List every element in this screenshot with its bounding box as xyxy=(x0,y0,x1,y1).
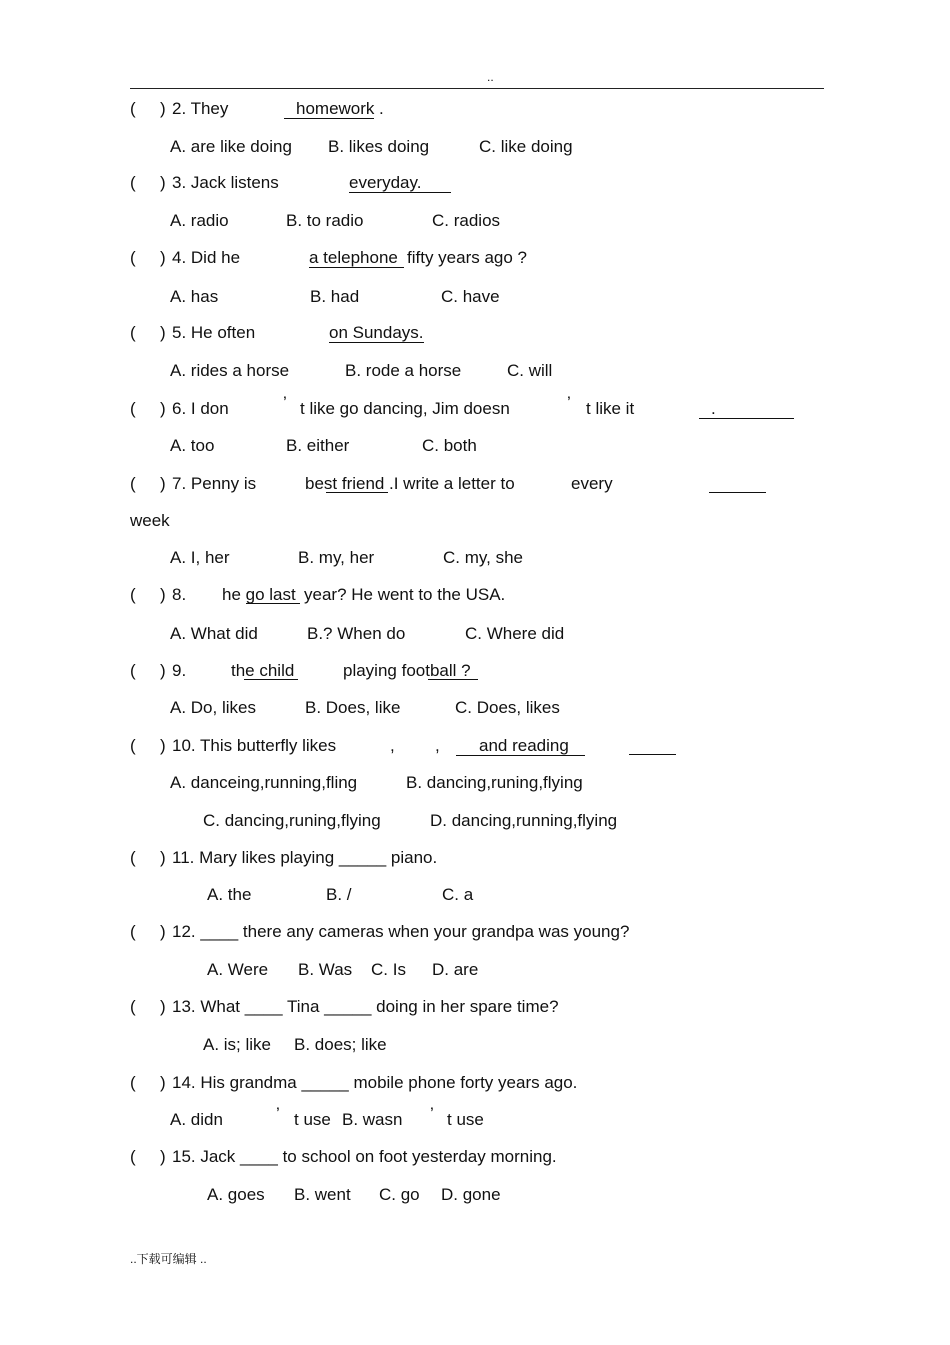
option-b: B. either xyxy=(286,436,350,455)
option-a: A. What did xyxy=(170,624,258,643)
question-stem: 9. xyxy=(172,661,187,680)
stem-blank-text: best friend xyxy=(305,474,385,493)
question-stem: playing football ? xyxy=(343,661,471,680)
option-a: A. the xyxy=(207,885,252,904)
answer-paren-open: ( xyxy=(130,1147,136,1166)
answer-paren-close: ) xyxy=(160,736,166,755)
option-c: C. like doing xyxy=(479,137,573,156)
comma: , xyxy=(435,736,440,755)
stem-blank-text: the child xyxy=(231,661,295,680)
answer-paren-open: ( xyxy=(130,399,136,418)
answer-paren-open: ( xyxy=(130,1073,136,1092)
question-stem: . xyxy=(379,99,384,118)
stem-blank-text: homework xyxy=(284,99,374,119)
answer-paren-close: ) xyxy=(160,997,166,1016)
option-a: A. is; like xyxy=(203,1035,272,1054)
option-a: A. goes xyxy=(207,1185,265,1204)
answer-underline xyxy=(244,679,298,680)
option-b: B. / xyxy=(326,885,352,904)
header-dots: .. xyxy=(487,70,494,84)
question-stem: 11. Mary likes playing _____ piano. xyxy=(172,848,438,867)
option-a: A. danceing,running,fling xyxy=(170,773,358,792)
option-a: A. too xyxy=(170,436,215,455)
stem-blank-text: he go last xyxy=(222,585,296,604)
comma: , xyxy=(390,736,395,755)
option-a: A. Do, likes xyxy=(170,698,256,717)
answer-paren-open: ( xyxy=(130,997,136,1016)
option-c: C. dancing,runing,flying xyxy=(203,811,381,830)
question-stem: t like go dancing, Jim doesn xyxy=(300,399,510,418)
option-d: D. gone xyxy=(441,1185,501,1204)
answer-underline xyxy=(326,492,388,493)
option-b: B. my, her xyxy=(298,548,375,567)
apostrophe: ’ xyxy=(430,1104,434,1123)
answer-underline xyxy=(246,603,300,604)
option-c: C. both xyxy=(422,436,477,455)
question-stem: 12. ____ there any cameras when your grandpa was young? xyxy=(172,922,630,941)
option-b-rest: t use xyxy=(447,1110,484,1129)
answer-paren-close: ) xyxy=(160,323,166,342)
question-stem: every xyxy=(571,474,613,493)
apostrophe: ’ xyxy=(276,1104,280,1123)
question-stem: 15. Jack ____ to school on foot yesterday morning. xyxy=(172,1147,557,1166)
question-stem: fifty years ago ? xyxy=(407,248,528,267)
option-c: C. radios xyxy=(432,211,501,230)
answer-paren-close: ) xyxy=(160,922,166,941)
question-stem: 6. I don xyxy=(172,399,229,418)
option-c: C. have xyxy=(441,287,500,306)
option-a: A. has xyxy=(170,287,219,306)
option-a: A. rides a horse xyxy=(170,361,290,380)
answer-paren-close: ) xyxy=(160,1073,166,1092)
question-stem: week xyxy=(130,511,170,530)
option-b: B. likes doing xyxy=(328,137,430,156)
answer-paren-close: ) xyxy=(160,248,166,267)
answer-paren-open: ( xyxy=(130,99,136,118)
answer-underline xyxy=(428,679,478,680)
answer-paren-close: ) xyxy=(160,585,166,604)
question-stem: 2. They xyxy=(172,99,229,118)
stem-blank-text: and reading xyxy=(456,736,585,756)
stem-blank-text: a telephone xyxy=(309,248,404,268)
answer-paren-close: ) xyxy=(160,99,166,118)
stem-blank-text: everyday. xyxy=(349,173,451,193)
question-stem: .I write a letter to xyxy=(389,474,515,493)
answer-paren-open: ( xyxy=(130,585,136,604)
apostrophe: ’ xyxy=(567,393,571,412)
answer-paren-close: ) xyxy=(160,474,166,493)
answer-paren-close: ) xyxy=(160,1147,166,1166)
option-d: D. dancing,running,flying xyxy=(430,811,618,830)
answer-paren-close: ) xyxy=(160,661,166,680)
option-c: C. will xyxy=(507,361,553,380)
question-stem: 10. This butterfly likes xyxy=(172,736,337,755)
option-d: D. are xyxy=(432,960,479,979)
answer-paren-open: ( xyxy=(130,474,136,493)
question-stem: t like it xyxy=(586,399,635,418)
question-stem: 7. Penny is xyxy=(172,474,257,493)
question-stem: 8. xyxy=(172,585,187,604)
answer-paren-open: ( xyxy=(130,848,136,867)
option-c: C. go xyxy=(379,1185,420,1204)
answer-paren-close: ) xyxy=(160,173,166,192)
apostrophe: ’ xyxy=(283,393,287,412)
option-b: B.? When do xyxy=(307,624,406,643)
option-b: B. rode a horse xyxy=(345,361,462,380)
option-a: A. Were xyxy=(207,960,269,979)
question-stem: 4. Did he xyxy=(172,248,241,267)
option-c: C. Where did xyxy=(465,624,565,643)
question-stem: year? He went to the USA. xyxy=(304,585,506,604)
answer-paren-open: ( xyxy=(130,736,136,755)
stem-blank-text: on Sundays. xyxy=(329,323,424,342)
answer-paren-open: ( xyxy=(130,248,136,267)
header-rule xyxy=(130,88,824,89)
option-b: B. does; like xyxy=(294,1035,387,1054)
answer-paren-close: ) xyxy=(160,848,166,867)
option-b: B. wasn xyxy=(342,1110,403,1129)
option-c: C. Does, likes xyxy=(455,698,560,717)
option-a: A. are like doing xyxy=(170,137,292,156)
answer-paren-open: ( xyxy=(130,661,136,680)
stem-blank-text: . xyxy=(699,399,794,419)
option-a: A. didn xyxy=(170,1110,223,1129)
answer-paren-open: ( xyxy=(130,922,136,941)
option-b: B. went xyxy=(294,1185,351,1204)
option-c: C. my, she xyxy=(443,548,523,567)
answer-blank xyxy=(709,492,766,493)
option-a: A. I, her xyxy=(170,548,230,567)
option-a: A. radio xyxy=(170,211,229,230)
option-b: B. Does, like xyxy=(305,698,401,717)
footer-text: ..下载可编辑 .. xyxy=(130,1252,207,1266)
option-c: C. a xyxy=(442,885,474,904)
question-stem: 5. He often xyxy=(172,323,256,342)
option-a-rest: t use xyxy=(294,1110,331,1129)
answer-paren-open: ( xyxy=(130,173,136,192)
question-stem: 3. Jack listens xyxy=(172,173,279,192)
option-b: B. to radio xyxy=(286,211,364,230)
question-stem: 14. His grandma _____ mobile phone forty years ago. xyxy=(172,1073,578,1092)
answer-paren-open: ( xyxy=(130,323,136,342)
answer-paren-close: ) xyxy=(160,399,166,418)
option-b: B. had xyxy=(310,287,360,306)
option-b: B. dancing,runing,flying xyxy=(406,773,583,792)
option-c: C. Is xyxy=(371,960,406,979)
answer-blank xyxy=(629,754,676,755)
question-stem: 13. What ____ Tina _____ doing in her spare time? xyxy=(172,997,559,1016)
option-b: B. Was xyxy=(298,960,353,979)
